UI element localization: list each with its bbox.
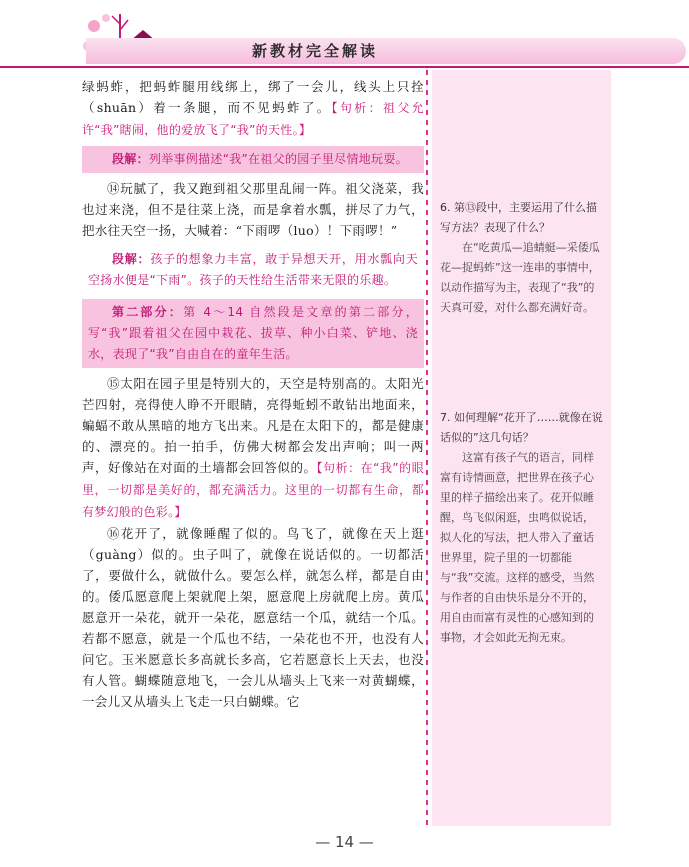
sentence-analysis: 【句析：祖父允许“我”瞎闹，他的爱放飞了“我”的天性。】 bbox=[82, 101, 424, 137]
question-7: 7. 如何理解“花开了……就像在说话似的”这几句话？ bbox=[440, 411, 603, 444]
question-6: 6. 第⑬段中，主要运用了什么描写方法？表现了什么？ bbox=[440, 201, 597, 234]
paragraph-text: ⑮太阳在园子里是特别大的，天空是特别高的。太阳光芒四射，亮得使人睁不开眼睛，亮得蚯蚓不敢钻出地面来，蝙蝠不敢从黑暗的地方飞出来。凡是在太阳下的，都是健康的、漂亮的。拍一拍手，仿佛大树都会发出声响；叫一两声，好像站在对面的土墙都会回答似的。 bbox=[82, 376, 424, 475]
paragraph-14: ⑭玩腻了，我又跑到祖父那里乱闹一阵。祖父浇菜，我也过来浇，但不是往菜上浇，而是拿着水瓢，拼尽了力气，把水往天空一扬，大喊着：“下雨啰（luo）！下雨啰！” bbox=[82, 181, 424, 238]
page-header bbox=[0, 0, 689, 72]
sidebar-notes bbox=[432, 70, 611, 826]
part-summary-box bbox=[82, 299, 424, 368]
answer-6: 在“吃黄瓜—追蜻蜓—采倭瓜花—捉蚂蚱”这一连串的事情中，以动作描写为主，表现了“我”的天真可爱，对什么都充满好奇。 bbox=[440, 241, 600, 314]
main-column bbox=[82, 76, 424, 712]
paragraph-text: 绿蚂蚱，把蚂蚱腿用线绑上，绑了一会儿，线头上只拴（shuān）着一条腿，而不见蚂蚱了。 bbox=[82, 79, 424, 115]
book-title: 新教材完全解读 bbox=[252, 42, 379, 60]
column-divider bbox=[426, 70, 428, 830]
box-text: 列举事例描述“我”在祖父的园子里尽情地玩耍。 bbox=[148, 152, 408, 166]
page-number: — 14 — bbox=[315, 833, 374, 851]
box-label: 第二部分： bbox=[112, 305, 184, 319]
box-text: 孩子的想象力丰富，敢于异想天开，用水瓢向天空扬水便是“下雨”。孩子的天性给生活带来无限的乐趣。 bbox=[88, 252, 418, 287]
header-band bbox=[86, 38, 686, 64]
sentence-analysis: 【句析：在“我”的眼里，一切都是美好的，都充满活力。这里的一切都有生命，都有梦幻般的色彩。】 bbox=[82, 461, 425, 519]
box-text: 第 4～14 自然段是文章的第二部分，写“我”跟着祖父在园中栽花、拔草、种小白菜、铲地、浇水，表现了“我”自由自在的童年生活。 bbox=[88, 305, 418, 361]
header-divider bbox=[0, 66, 689, 68]
box-label: 段解： bbox=[112, 152, 149, 166]
section-analysis-box bbox=[82, 246, 424, 294]
box-label: 段解： bbox=[112, 252, 151, 266]
section-analysis-box bbox=[82, 146, 424, 173]
paragraph-15 bbox=[82, 373, 424, 523]
paragraph-16: ⑯花开了，就像睡醒了似的。鸟飞了，就像在天上逛（guàng）似的。虫子叫了，就像在说话似的。一切都活了，要做什么，就做什么。要怎么样，就怎么样，都是自由的。倭瓜愿意爬上架就爬上架，愿意爬上房就爬上房。黄瓜愿意开一朵花，就开一朵花，愿意结一个瓜，就结一个瓜。若都不愿意，就是一个瓜也不结，一朵花也不开，也没有人问它。玉米愿意长多高就长多高，它若愿意长上天去，也没有人管。蝴蝶随意地飞，一会儿从墙头上飞来一对黄蝴蝶，一会儿又从墙头上飞走一只白蝴蝶。它 bbox=[82, 526, 424, 709]
paragraph-13-tail bbox=[82, 76, 424, 141]
answer-7: 这富有孩子气的语言，同样富有诗情画意，把世界在孩子心里的样子描绘出来了。花开似睡醒，鸟飞似闲逛，虫鸣似说话，拟人化的写法，把人带入了童话世界里，院子里的一切都能与“我”交流。这样的感受，当然与作者的自由快乐是分不开的，用自由而富有灵性的心感知到的事物，才会如此无拘无束。 bbox=[440, 451, 595, 644]
